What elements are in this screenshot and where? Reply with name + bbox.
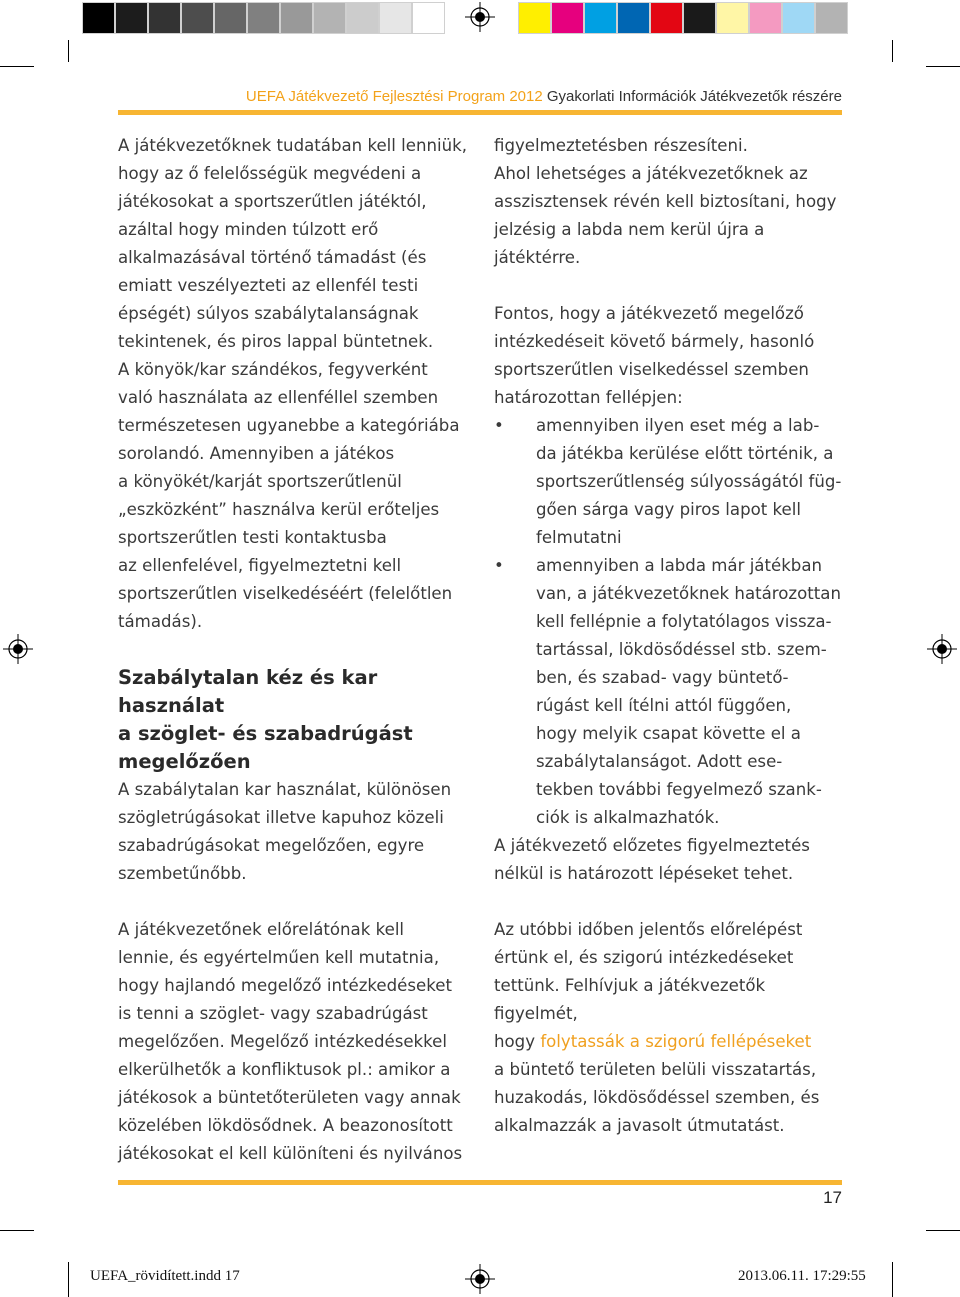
crop-mark <box>892 1262 893 1297</box>
text-line: amennyiben a labda már játékban <box>536 556 823 575</box>
text-line: sportszerűtlen testi kontaktusba <box>118 528 387 547</box>
text-line: ciók is alkalmazhatók. <box>536 808 720 827</box>
text-line: elkerülhetők a konfliktusok pl.: amikor a <box>118 1060 451 1079</box>
text-line: Szabálytalan kéz és kar használat <box>118 666 378 717</box>
crop-mark <box>68 40 69 62</box>
crop-mark <box>68 1262 69 1297</box>
color-swatch <box>749 2 782 34</box>
text-line: megelőzően. Megelőző intézkedésekkel <box>118 1032 448 1051</box>
text-line: természetesen ugyanebbe a kategóriába <box>118 416 460 435</box>
text-line: határozottan fellépjen: <box>494 388 683 407</box>
header-rule <box>118 110 842 115</box>
text-line: A könyök/kar szándékos, fegyverként <box>118 360 428 379</box>
text-line: A játékvezető előzetes figyelmeztetés <box>494 836 810 855</box>
text-line: sorolandó. Amennyiben a játékos <box>118 444 395 463</box>
color-swatch <box>716 2 749 34</box>
text-line: szembetűnőbb. <box>118 864 247 883</box>
text-line: A játékvezetőnek előrelátónak kell <box>118 920 405 939</box>
right-paragraph-1 <box>494 132 844 272</box>
text-line: megelőzően <box>118 750 251 773</box>
text-line: ben, és szabad- vagy büntető- <box>536 668 789 687</box>
text-line: szabálytalanságot. Adott ese- <box>536 752 783 771</box>
crop-mark <box>0 66 34 67</box>
text-line: közelében lökdösődnek. A beazonosított <box>118 1116 453 1135</box>
text-line: gően sárga vagy piros lapot kell <box>536 500 801 519</box>
bullet-icon: • <box>494 556 504 575</box>
text-line: az ellenfelével, figyelmeztetni kell <box>118 556 402 575</box>
text-line: rúgást kell ítélni attól függően, <box>536 696 792 715</box>
text-line: való használata az ellenféllel szemben <box>118 388 439 407</box>
bullet-icon: • <box>494 416 504 435</box>
color-swatch <box>650 2 683 34</box>
registration-mark-left-icon <box>3 634 33 664</box>
text-line: játékosokat el kell különíteni és nyilvános <box>118 1144 463 1163</box>
header-program-title: UEFA Játékvezető Fejlesztési Program 2012 <box>245 88 543 105</box>
text-line: szabadrúgásokat megelőzően, egyre <box>118 836 425 855</box>
text-line: nélkül is határozott lépéseket tehet. <box>494 864 794 883</box>
text-line: a könyökét/karját sportszerűtlenül <box>118 472 402 491</box>
text-line: amennyiben ilyen eset még a lab- <box>536 416 820 435</box>
left-paragraph-1 <box>118 132 468 636</box>
text-line: alkalmazásával történő támadást (és <box>118 248 427 267</box>
text-line: értünk el, és szigorú intézkedéseket <box>494 948 794 967</box>
bullet-list <box>494 412 844 832</box>
registration-mark-bottom-icon <box>465 1264 495 1294</box>
text-line: jelzésig a labda nem kerül újra a játéktérre. <box>494 220 765 267</box>
text-line: emiatt veszélyezteti az ellenfél testi <box>118 276 419 295</box>
crop-mark <box>926 1230 960 1231</box>
text-line: A szabálytalan kar használat, különösen <box>118 780 452 799</box>
text-line: is tenni a szöglet- vagy szabadrúgást <box>118 1004 428 1023</box>
text-line: támadás). <box>118 612 203 631</box>
bullet-item <box>494 552 844 832</box>
text-line: lennie, és egyértelműen kell mutatnia, <box>118 948 440 967</box>
color-swatch <box>518 2 551 34</box>
text-line: Az utóbbi időben jelentős előrelépést <box>494 920 803 939</box>
crop-mark <box>926 66 960 67</box>
right-paragraph-3 <box>494 832 844 888</box>
text-line: alkalmazzák a javasolt útmutatást. <box>494 1116 785 1135</box>
text-line: van, a játékvezetőknek határozottan <box>536 584 841 603</box>
running-header <box>118 88 842 105</box>
text-line: játékosokat a sportszerűtlen játéktól, <box>118 192 427 211</box>
text-line: szögletrúgásokat illetve kapuhoz közeli <box>118 808 444 827</box>
text-line: huzakodás, lökdösődéssel szemben, és <box>494 1088 820 1107</box>
page-number: 17 <box>823 1188 842 1207</box>
left-paragraph-2 <box>118 776 468 888</box>
text-line: figyelmeztetésben részesíteni. <box>494 136 748 155</box>
section-heading <box>118 664 468 776</box>
color-swatch <box>551 2 584 34</box>
text-line: Ahol lehetséges a játékvezetőknek az <box>494 164 808 183</box>
slug-filename: UEFA_rövidített.indd 17 <box>90 1268 240 1284</box>
text-line: intézkedéseit követő bármely, hasonló <box>494 332 815 351</box>
text-line: da játékba kerülése előtt történik, a <box>536 444 834 463</box>
right-column <box>494 132 844 1140</box>
slug-timestamp: 2013.06.11. 17:29:55 <box>738 1268 866 1284</box>
left-column <box>118 132 468 1168</box>
text-line: hogy hajlandó megelőző intézkedéseket <box>118 976 452 995</box>
text-line: hogy <box>494 1032 541 1051</box>
text-line: sportszerűtlen viselkedéssel szemben <box>494 360 809 379</box>
text-line: kell fellépnie a folytatólagos vissza- <box>536 612 832 631</box>
text-line: tekintenek, és piros lappal büntetnek. <box>118 332 434 351</box>
right-paragraph-4 <box>494 916 844 1140</box>
left-paragraph-3 <box>118 916 468 1168</box>
text-line: tettünk. Felhívjuk a játékvezetők figyelmét, <box>494 976 766 1023</box>
color-swatch <box>815 2 848 34</box>
text-line: játékosok a büntetőterületen vagy annak <box>118 1088 461 1107</box>
text-line: sportszerűtlen viselkedéséért (felelőtlen <box>118 584 453 603</box>
text-line: a büntető területen belüli visszatartás, <box>494 1060 817 1079</box>
text-line: épségét) súlyos szabálytalanságnak <box>118 304 419 323</box>
right-paragraph-2 <box>494 300 844 412</box>
text-line: a szöglet- és szabadrúgást <box>118 722 413 745</box>
bullet-item <box>494 412 844 552</box>
registration-mark-right-icon <box>927 634 957 664</box>
text-line: hogy melyik csapat követte el a <box>536 724 801 743</box>
color-swatch <box>617 2 650 34</box>
text-line: tartással, lökdösődéssel stb. szem- <box>536 640 827 659</box>
text-line: asszisztensek révén kell biztosítani, hogy <box>494 192 837 211</box>
text-line: „eszközként” használva kerül erőteljes <box>118 500 440 519</box>
text-line: A játékvezetőknek tudatában kell lenniük, <box>118 136 468 155</box>
text-line: azáltal hogy minden túlzott erő <box>118 220 379 239</box>
crop-mark <box>0 1230 34 1231</box>
crop-mark <box>892 40 893 62</box>
text-line: tekben további fegyelmező szank- <box>536 780 822 799</box>
footer-rule <box>118 1180 842 1185</box>
text-line: felmutatni <box>536 528 622 547</box>
header-subtitle: Gyakorlati Információk Játékvezetők részére <box>546 88 842 105</box>
color-swatch <box>782 2 815 34</box>
text-line: Fontos, hogy a játékvezető megelőző <box>494 304 804 323</box>
text-line: hogy az ő felelősségük megvédeni a <box>118 164 422 183</box>
color-swatch <box>584 2 617 34</box>
highlighted-text: folytassák a szigorú fellépéseket <box>540 1032 812 1051</box>
text-line: sportszerűtlenség súlyosságától füg- <box>536 472 842 491</box>
registration-mark-top-icon <box>465 2 495 32</box>
color-swatch <box>683 2 716 34</box>
